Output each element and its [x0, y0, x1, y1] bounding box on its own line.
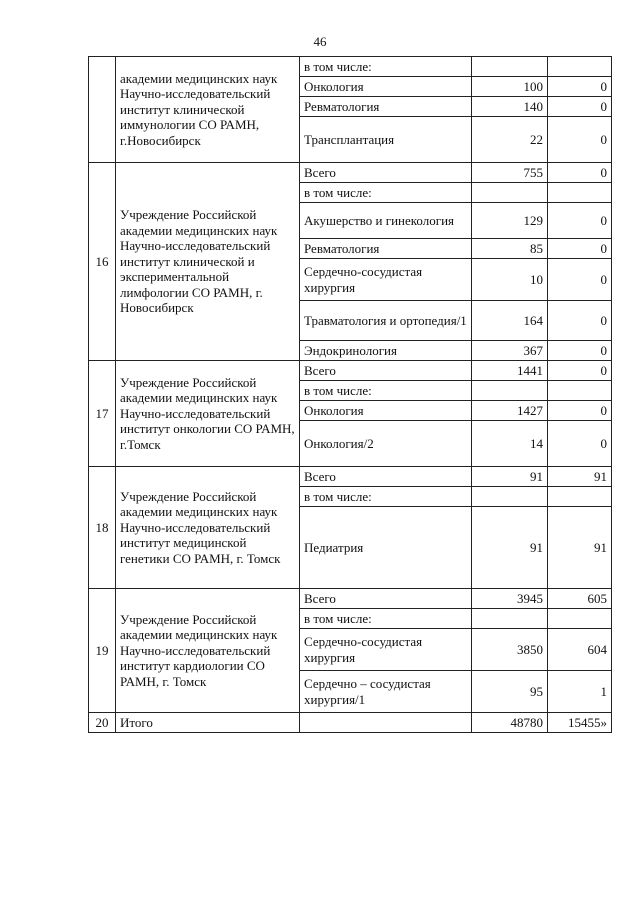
- value-second-cell: [548, 487, 612, 507]
- organization-cell: академии медицинских наук Научно-исследовательский институт клинической иммунологии СО РАМН, г.Новосибирск: [116, 57, 300, 163]
- specialty-cell: в том числе:: [300, 381, 472, 401]
- value-total-cell: 85: [472, 239, 548, 259]
- organization-cell: Учреждение Российской академии медицинских наук Научно-исследовательский институт онкологии СО РАМН, г.Томск: [116, 361, 300, 467]
- value-total-cell: 100: [472, 77, 548, 97]
- value-second-cell: 0: [548, 203, 612, 239]
- specialty-cell: Сердечно-сосудистая хирургия: [300, 259, 472, 301]
- specialty-cell: Всего: [300, 163, 472, 183]
- value-total-cell: 95: [472, 671, 548, 713]
- specialty-cell: Онкология/2: [300, 421, 472, 467]
- value-second-cell: 0: [548, 77, 612, 97]
- value-total-cell: [472, 381, 548, 401]
- value-total-cell: 1441: [472, 361, 548, 381]
- value-total-cell: 367: [472, 341, 548, 361]
- specialty-cell: Травматология и ортопедия/1: [300, 301, 472, 341]
- specialty-cell: Ревматология: [300, 97, 472, 117]
- value-second-cell: 0: [548, 259, 612, 301]
- value-second-cell: 0: [548, 301, 612, 341]
- value-total-cell: 755: [472, 163, 548, 183]
- grand-total-cell: 48780: [472, 713, 548, 733]
- value-total-cell: 140: [472, 97, 548, 117]
- row-number: 16: [89, 163, 116, 361]
- table-row: [89, 467, 612, 487]
- value-total-cell: [472, 57, 548, 77]
- total-row: [89, 713, 612, 733]
- specialty-cell: в том числе:: [300, 57, 472, 77]
- row-number: 20: [89, 713, 116, 733]
- specialty-cell: Сердечно – сосудистая хирургия/1: [300, 671, 472, 713]
- specialty-cell: Сердечно-сосудистая хирургия: [300, 629, 472, 671]
- specialty-cell: Всего: [300, 467, 472, 487]
- row-number: 19: [89, 589, 116, 713]
- value-second-cell: 605: [548, 589, 612, 609]
- value-total-cell: 164: [472, 301, 548, 341]
- value-total-cell: [472, 183, 548, 203]
- organization-cell: Учреждение Российской академии медицинских наук Научно-исследовательский институт кардиологии СО РАМН, г. Томск: [116, 589, 300, 713]
- value-second-cell: 0: [548, 97, 612, 117]
- value-total-cell: 22: [472, 117, 548, 163]
- specialty-cell: Всего: [300, 589, 472, 609]
- specialty-cell: Всего: [300, 361, 472, 381]
- specialty-cell: Эндокринология: [300, 341, 472, 361]
- value-total-cell: 14: [472, 421, 548, 467]
- value-second-cell: 1: [548, 671, 612, 713]
- table-row: [89, 361, 612, 381]
- value-total-cell: [472, 609, 548, 629]
- specialty-cell: Онкология: [300, 401, 472, 421]
- table-row: [89, 163, 612, 183]
- value-second-cell: 0: [548, 421, 612, 467]
- value-total-cell: 91: [472, 467, 548, 487]
- value-second-cell: [548, 381, 612, 401]
- value-second-cell: 604: [548, 629, 612, 671]
- page-number: 46: [313, 34, 327, 49]
- specialty-cell: в том числе:: [300, 609, 472, 629]
- specialty-cell: Ревматология: [300, 239, 472, 259]
- row-number: [89, 57, 116, 163]
- specialty-cell: Акушерство и гинекология: [300, 203, 472, 239]
- row-number: 18: [89, 467, 116, 589]
- value-total-cell: 10: [472, 259, 548, 301]
- specialty-cell: Онкология: [300, 77, 472, 97]
- total-label-cell: Итого: [116, 713, 300, 733]
- specialty-cell: в том числе:: [300, 487, 472, 507]
- value-total-cell: 3945: [472, 589, 548, 609]
- value-total-cell: 3850: [472, 629, 548, 671]
- value-second-cell: 0: [548, 401, 612, 421]
- facilities-table: [88, 56, 612, 733]
- value-second-cell: 0: [548, 163, 612, 183]
- value-second-cell: 0: [548, 341, 612, 361]
- value-total-cell: 129: [472, 203, 548, 239]
- value-second-cell: [548, 57, 612, 77]
- row-number: 17: [89, 361, 116, 467]
- grand-total-second-cell: 15455»: [548, 713, 612, 733]
- value-second-cell: 0: [548, 239, 612, 259]
- specialty-cell: [300, 713, 472, 733]
- value-second-cell: 91: [548, 507, 612, 589]
- specialty-cell: Трансплантация: [300, 117, 472, 163]
- value-total-cell: 1427: [472, 401, 548, 421]
- organization-cell: Учреждение Российской академии медицинских наук Научно-исследовательский институт медицинской генетики СО РАМН, г. Томск: [116, 467, 300, 589]
- table-row: [89, 57, 612, 77]
- specialty-cell: в том числе:: [300, 183, 472, 203]
- value-total-cell: [472, 487, 548, 507]
- table-row: [89, 589, 612, 609]
- value-second-cell: 0: [548, 117, 612, 163]
- value-second-cell: [548, 183, 612, 203]
- value-total-cell: 91: [472, 507, 548, 589]
- value-second-cell: 91: [548, 467, 612, 487]
- organization-cell: Учреждение Российской академии медицинских наук Научно-исследовательский институт клинической и экспериментальной лимфологии СО РАМН, г. Новосибирск: [116, 163, 300, 361]
- value-second-cell: 0: [548, 361, 612, 381]
- value-second-cell: [548, 609, 612, 629]
- specialty-cell: Педиатрия: [300, 507, 472, 589]
